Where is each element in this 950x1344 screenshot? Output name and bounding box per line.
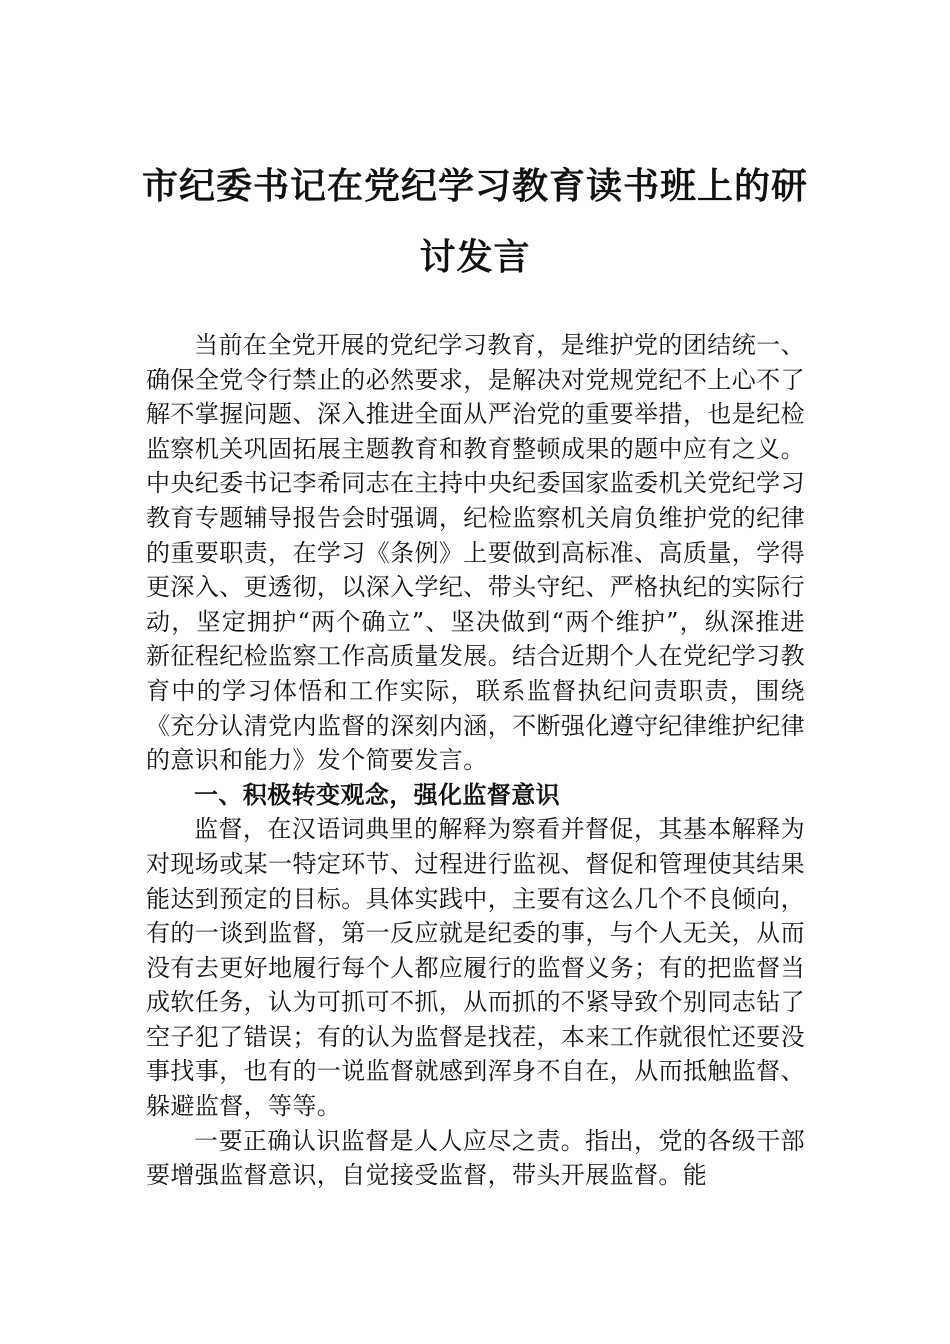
section-1-paragraph-2: 一要正确认识监督是人人应尽之责。指出，党的各级干部要增强监督意识，自觉接受监督，带头开展监督。能	[146, 1126, 805, 1190]
document-title-line-1: 市纪委书记在党纪学习教育读书班上的研	[141, 165, 808, 207]
section-1-paragraph-1: 监督，在汉语词典里的解释为察看并督促，其基本解释为对现场或某一特定环节、过程进行监视、督促和管理使其结果能达到预定的目标。具体实践中，主要有这么几个不良倾向，有的一谈到监督，第一反应就是纪委的事，与个人无关，从而没有去更好地履行每个人都应履行的监督义务；有的把监督当成软任务，认为可抓可不抓，从而抓的不紧导致个别同志钻了空子犯了错误；有的认为监督是找茬，本来工作就很忙还要没事找事，也有的一说监督就感到浑身不自在，从而抵触监督、躲避监督，等等。	[146, 815, 805, 1121]
document-title-line-2: 讨发言	[419, 236, 531, 278]
intro-paragraph: 当前在全党开展的党纪学习教育，是维护党的团结统一、确保全党令行禁止的必然要求，是解决对党规党纪不上心不了解不掌握问题、深入推进全面从严治党的重要举措，也是纪检监察机关巩固拓展主题教育和教育整顿成果的题中应有之义。中央纪委书记李希同志在主持中央纪委国家监委机关党纪学习教育专题辅导报告会时强调，纪检监察机关肩负维护党的纪律的重要职责，在学习《条例》上要做到高标准、高质量，学得更深入、更透彻，以深入学纪、带头守纪、严格执纪的实际行动，坚定拥护“两个确立”、坚决做到“两个维护”，纵深推进新征程纪检监察工作高质量发展。结合近期个人在党纪学习教育中的学习体悟和工作实际，联系监督执纪问责职责，围绕《充分认清党内监督的深刻内涵，不断强化遵守纪律维护纪律的意识和能力》发个简要发言。	[146, 331, 805, 775]
section-heading-1: 一、积极转变观念，强化监督意识	[194, 780, 560, 809]
document-body	[146, 328, 805, 1193]
